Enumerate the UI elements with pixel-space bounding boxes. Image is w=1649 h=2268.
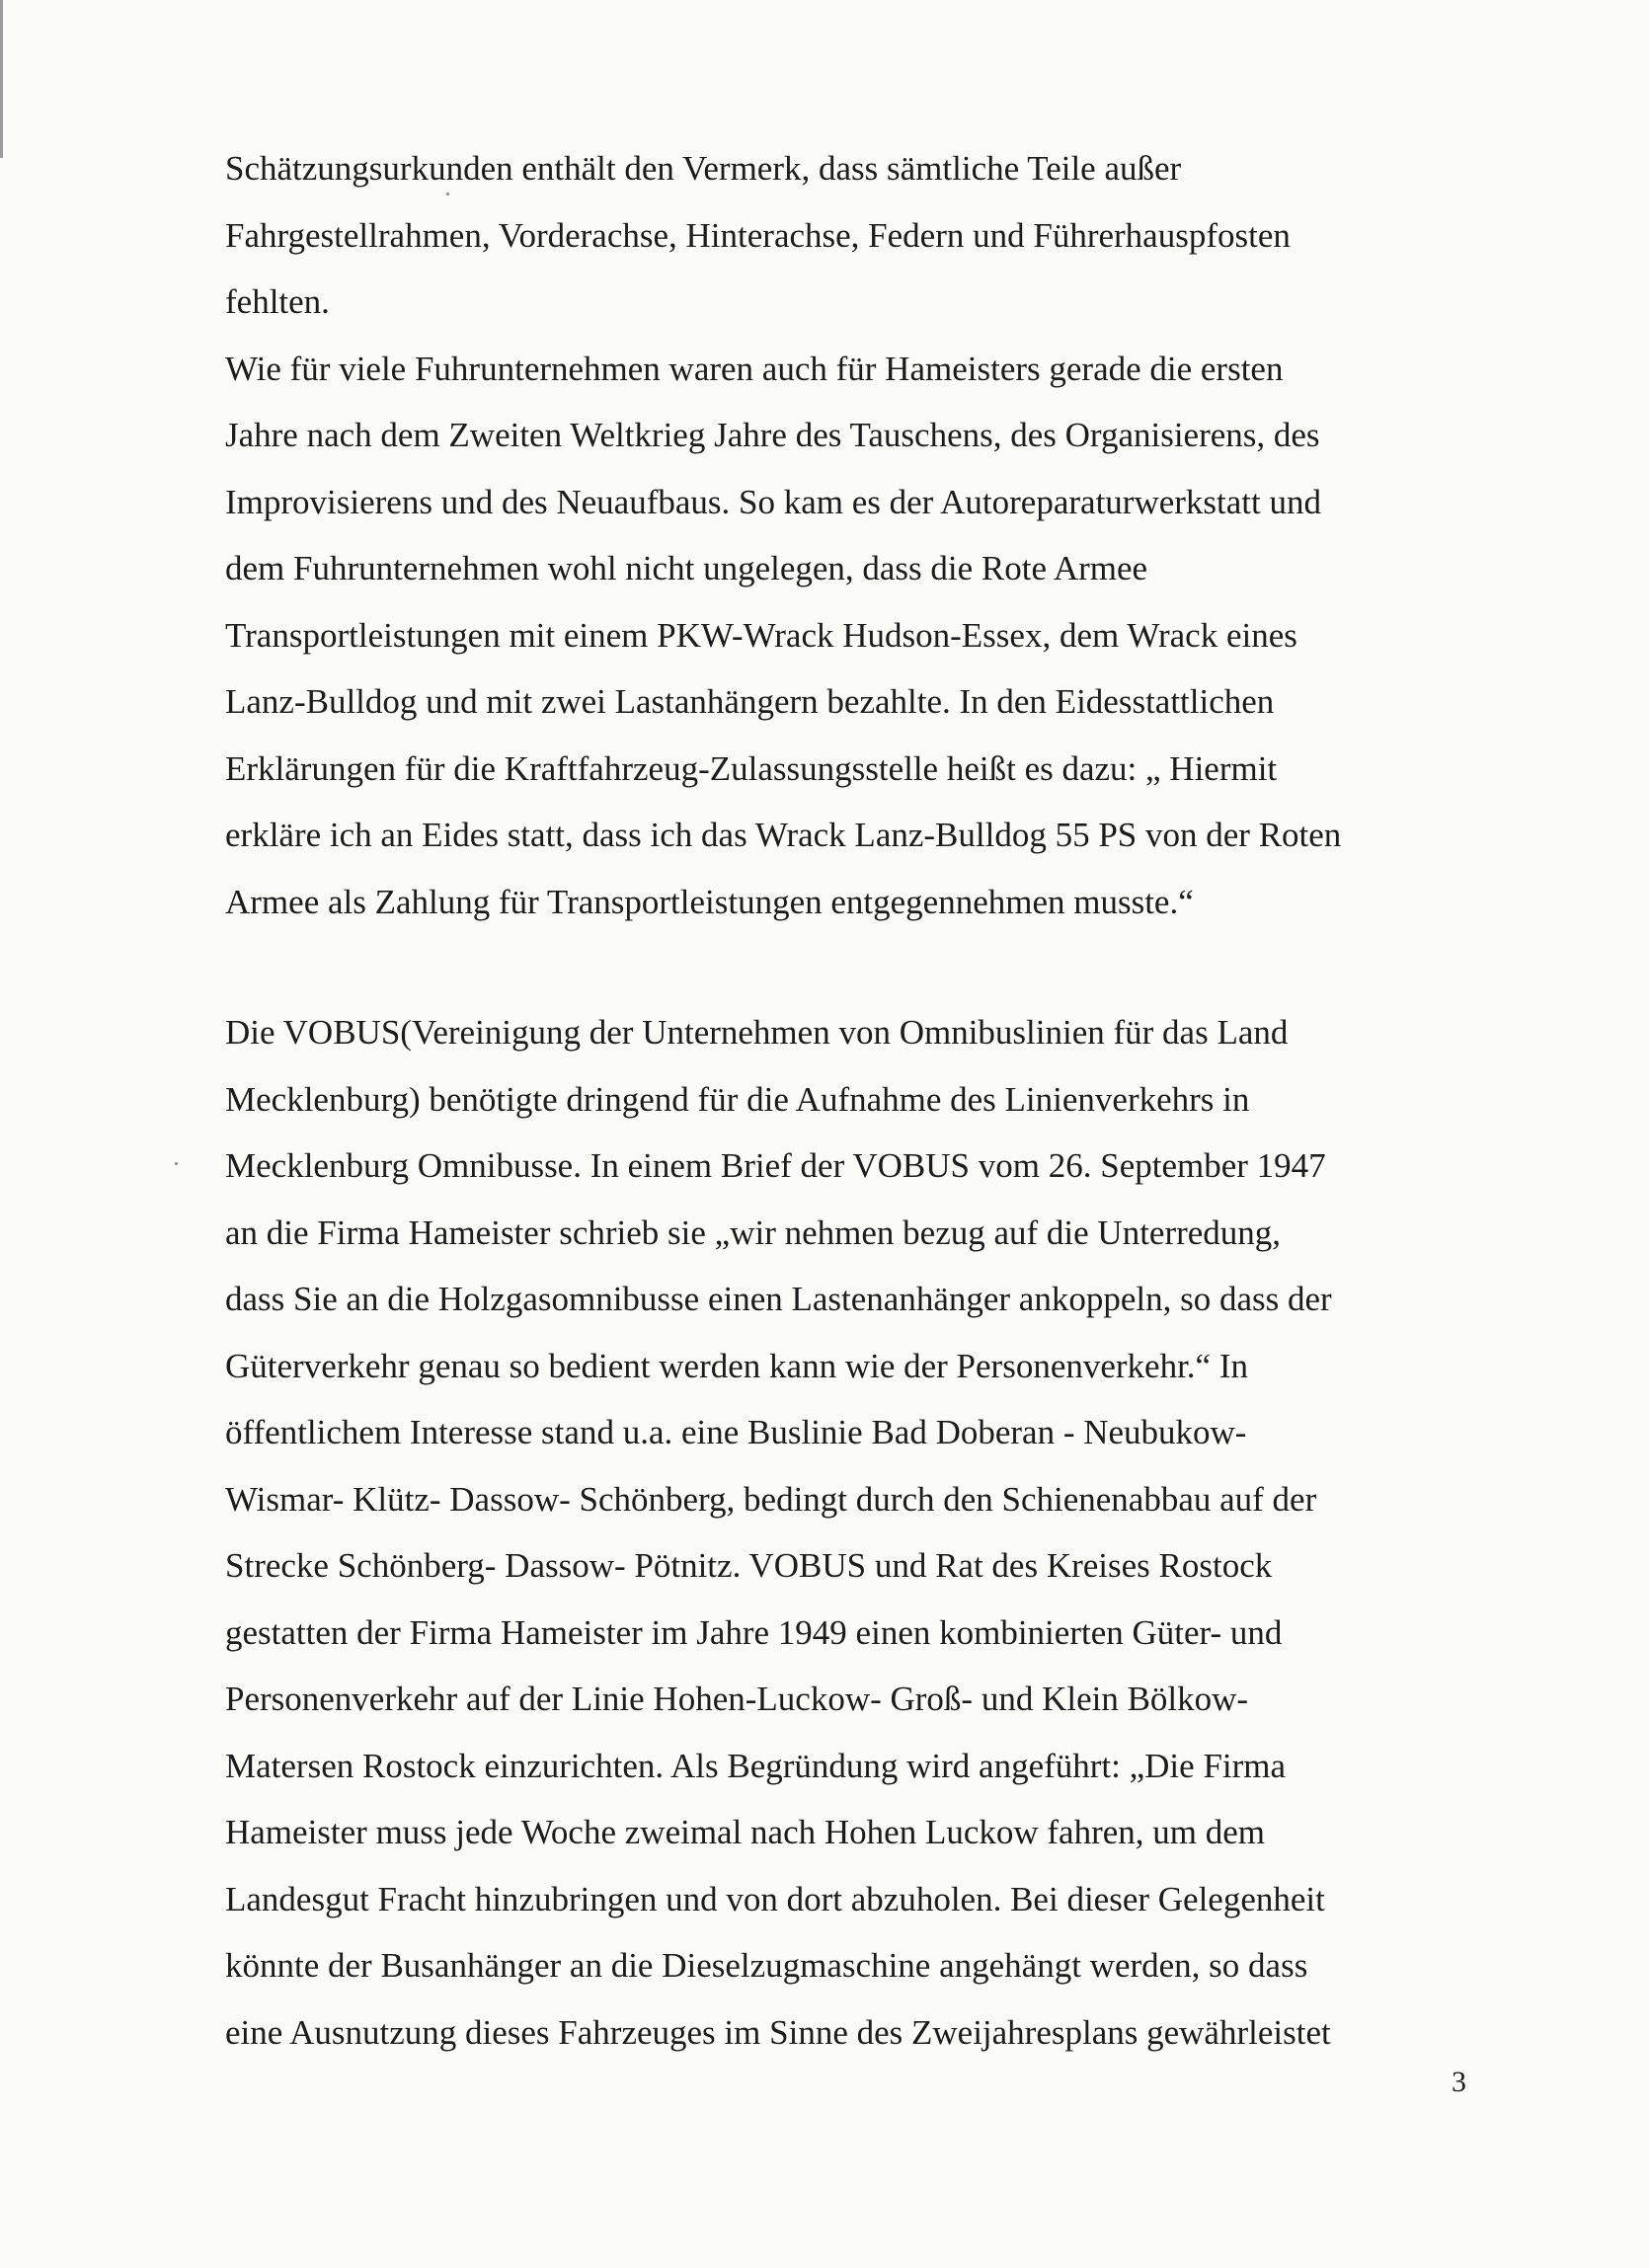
scan-speck [175,1162,178,1165]
text-line: Jahre nach dem Zweiten Weltkrieg Jahre des Tauschens, des Organisierens, des [225,416,1320,454]
text-line: Mecklenburg Omnibusse. In einem Brief der VOBUS vom 26. September 1947 [225,1146,1326,1185]
text-line: an die Firma Hameister schrieb sie „wir nehmen bezug auf die Unterredung, [225,1212,1282,1252]
text-line: Personenverkehr auf der Linie Hohen-Luckow- Groß- und Klein Bölkow- [225,1680,1249,1718]
text-line: Lanz-Bulldog und mit zwei Lastanhängern bezahlte. In den Eidesstattlichen [225,682,1275,721]
text-line: Transportleistungen mit einem PKW-Wrack Hudson-Essex, dem Wrack eines [225,615,1297,655]
text-line: Wie für viele Fuhrunternehmen waren auch für Hameisters gerade die ersten [225,349,1284,388]
text-line: dem Fuhrunternehmen wohl nicht ungelegen, dass die Rote Armee [225,549,1148,587]
text-line: Wismar- Klütz- Dassow- Schönberg, bedingt durch den Schienenabbau auf der [225,1479,1317,1519]
text-line: Güterverkehr genau so bedient werden kann wie der Personenverkehr.“ In [225,1346,1248,1385]
text-line: Erklärungen für die Kraftfahrzeug-Zulassungsstelle heißt es dazu: „ Hiermit [225,748,1278,788]
text-line: Mecklenburg) benötigte dringend für die Aufnahme des Linienverkehrs in [225,1079,1250,1119]
text-line: Die VOBUS(Vereinigung der Unternehmen von Omnibuslinien für das Land [225,1013,1289,1052]
text-line: Hameister muss jede Woche zweimal nach Hohen Luckow fahren, um dem [225,1813,1265,1851]
text-line: Strecke Schönberg- Dassow- Pötnitz. VOBUS und Rat des Kreises Rostock [225,1546,1273,1585]
text-line: Matersen Rostock einzurichten. Als Begründung wird angeführt: „Die Firma [225,1746,1287,1785]
scan-edge-mark [0,0,3,158]
page-number: 3 [1452,2066,1466,2098]
text-line: gestatten der Firma Hameister im Jahre 1949 einen kombinierten Güter- und [225,1612,1283,1652]
text-line: Schätzungsurkunden enthält den Vermerk, dass sämtliche Teile außer [225,149,1182,188]
text-line: fehlten. [225,282,330,321]
text-line: Fahrgestellrahmen, Vorderachse, Hinterachse, Federn und Führerhauspfosten [225,215,1291,255]
text-line: eine Ausnutzung dieses Fahrzeuges im Sinne des Zweijahresplans gewährleistet [225,2012,1331,2052]
text-line: dass Sie an die Holzgasomnibusse einen Lastenanhänger ankoppeln, so dass der [225,1280,1332,1318]
paragraph-2 [225,999,1489,2066]
text-line: Landesgut Fracht hinzubringen und von dort abzuholen. Bei dieser Gelegenheit [225,1879,1325,1918]
text-line: erkläre ich an Eides statt, dass ich das Wrack Lanz-Bulldog 55 PS von der Roten [225,816,1342,854]
text-line: öffentlichem Interesse stand u.a. eine Buslinie Bad Doberan - Neubukow- [225,1413,1247,1451]
paragraph-1 [225,135,1489,935]
text-line: könnte der Busanhänger an die Dieselzugmaschine angehängt werden, so dass [225,1946,1308,1985]
text-line: Improvisierens und des Neuaufbaus. So kam es der Autoreparaturwerkstatt und [225,482,1321,521]
text-line: Armee als Zahlung für Transportleistungen entgegennehmen musste.“ [225,882,1194,921]
